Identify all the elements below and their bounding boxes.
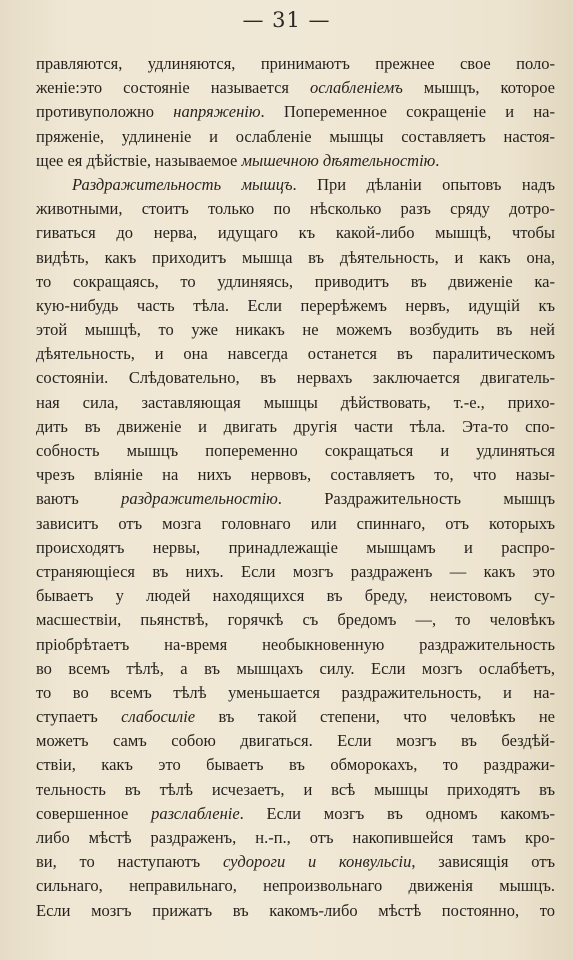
text-segment: кую-нибудь часть тѣла. Если перерѣжемъ нервъ, идущій къ [36, 295, 555, 315]
text-line [36, 681, 555, 705]
text-line [36, 705, 555, 729]
text-segment: правляются, удлиняются, принимаютъ прежнее свое поло- [36, 54, 555, 73]
text-segment: страняющіеся въ нихъ. Если мозгъ раздраженъ — какъ это [36, 561, 555, 581]
text-line [36, 173, 555, 197]
text-line [36, 753, 555, 777]
text-segment: дѣятельность, и она навсегда останется въ паралитическомъ [36, 344, 555, 364]
text-segment: . При дѣланіи опытовъ надъ [292, 174, 555, 194]
text-segment: мышцъ, которое [402, 78, 555, 98]
text-line [36, 439, 555, 463]
text-segment: дить въ движеніе и двигать другія части тѣла. Эта-то спо- [36, 416, 555, 436]
text-line [36, 512, 555, 536]
text-segment: . Если мозгъ въ одномъ какомъ- [239, 803, 555, 823]
text-line [36, 729, 555, 753]
text-segment: ваютъ [36, 489, 122, 509]
text-segment: въ такой степени, что человѣкъ не [195, 707, 555, 727]
text-line [36, 874, 555, 898]
text-segment: ная сила, заставляющая мышцы дѣйствовать, т.-е., прихо- [36, 392, 555, 412]
text-segment: ви, то наступаютъ [36, 852, 223, 872]
text-line [36, 125, 555, 149]
text-segment: собность мышцъ попеременно сокращаться и удлиняться [36, 441, 555, 460]
text-segment: во всемъ тѣлѣ, а въ мышцахъ силу. Если мозгъ ослабѣетъ, [36, 658, 555, 678]
text-segment: женіе:это состояніе называется [36, 78, 310, 98]
text-segment: ствіи, какъ это бываетъ въ обморокахъ, то раздражи- [36, 755, 555, 775]
text-segment: гиваться до нерва, идущаго къ какой-либо мышцѣ, чтобы [36, 223, 555, 243]
text-segment: либо мѣстѣ раздраженъ, н.-п., отъ накопившейся тамъ кро- [36, 828, 555, 847]
text-line [36, 657, 555, 681]
body-text [36, 52, 555, 923]
text-line [36, 294, 555, 318]
text-segment: масшествіи, пьянствѣ, горячкѣ съ бредомъ —, то человѣкъ [36, 610, 555, 630]
text-segment: можетъ самъ собою двигаться. Если мозгъ въ бездѣй- [36, 731, 555, 751]
text-segment: состояніи. Слѣдовательно, въ нервахъ заключается двигатель- [36, 368, 555, 388]
text-segment: Если мозгъ прижатъ въ какомъ-либо мѣстѣ постоянно, то [36, 900, 555, 920]
text-segment: пряженіе, удлиненіе и ослабленіе мышцы составляетъ настоя- [36, 126, 555, 146]
text-line [36, 633, 555, 657]
italic-term: Раздражительность мышцъ [72, 174, 293, 194]
text-segment: . [435, 150, 440, 170]
text-segment: зависитъ отъ мозга головнаго или спиннаго, отъ которыхъ [36, 513, 555, 533]
text-line [36, 221, 555, 245]
text-segment: происходятъ нервы, принадлежащіе мышцамъ и распро- [36, 537, 555, 557]
text-line [36, 391, 555, 415]
text-segment: щее ея дѣйствіе, называемое [36, 150, 242, 170]
text-segment: . Попеременное сокращеніе и на- [260, 102, 555, 122]
text-line [36, 826, 555, 850]
text-segment: видѣть, какъ приходитъ мышца въ дѣятельность, и какъ она, [36, 247, 555, 267]
text-line [36, 366, 555, 390]
text-line [36, 149, 555, 173]
text-line [36, 850, 555, 874]
text-line [36, 100, 555, 124]
italic-term: мышечною дѣятельностію [241, 150, 436, 170]
text-line [36, 802, 555, 826]
text-line [36, 270, 555, 294]
text-segment: , зависящія отъ [411, 852, 555, 872]
italic-term: разслабленіе [151, 803, 240, 823]
text-line [36, 560, 555, 584]
text-segment: этой мышцѣ, то уже никакъ не можемъ возбудить въ ней [36, 320, 555, 340]
text-line [36, 197, 555, 221]
text-segment: сильнаго, неправильнаго, непроизвольнаго движенія мышцъ. [36, 876, 555, 896]
text-segment: чрезъ вліяніе на нихъ нервовъ, составляетъ то, что назы- [36, 465, 555, 485]
text-line [36, 584, 555, 608]
italic-term: ослабленіемъ [310, 78, 403, 98]
text-line [36, 536, 555, 560]
text-segment: совершенное [36, 803, 152, 823]
text-segment: то во всемъ тѣлѣ уменьшается раздражительность, и на- [36, 682, 555, 702]
text-segment: животными, стоитъ только по нѣсколько разъ сряду дотро- [36, 199, 555, 219]
text-line [36, 778, 555, 802]
italic-term: слабосиліе [121, 707, 196, 727]
italic-term: напряженію [173, 102, 261, 122]
text-segment: тельность въ тѣлѣ исчезаетъ, и всѣ мышцы приходятъ въ [36, 779, 555, 799]
text-line [36, 608, 555, 632]
text-segment: . Раздражительность мышцъ [277, 489, 555, 509]
text-line [36, 342, 555, 366]
text-line [36, 463, 555, 487]
text-segment: ступаетъ [36, 707, 122, 727]
text-line [36, 318, 555, 342]
page-number: — 31 — [242, 8, 331, 32]
text-line [36, 76, 555, 100]
text-line [36, 899, 555, 923]
text-line [36, 415, 555, 439]
italic-term: судороги и конвульсіи [222, 852, 412, 872]
text-segment: пріобрѣтаетъ на-время необыкновенную раздражительность [36, 634, 555, 654]
text-line [36, 246, 555, 270]
italic-term: раздражительностію [121, 489, 278, 509]
text-line [36, 52, 555, 76]
text-line [36, 487, 555, 511]
text-segment: бываетъ у людей находящихся въ бреду, неистовомъ су- [36, 586, 555, 606]
text-segment: противуположно [36, 102, 174, 122]
text-segment: то сокращаясь, то удлиняясь, приводитъ въ движеніе ка- [36, 271, 555, 291]
